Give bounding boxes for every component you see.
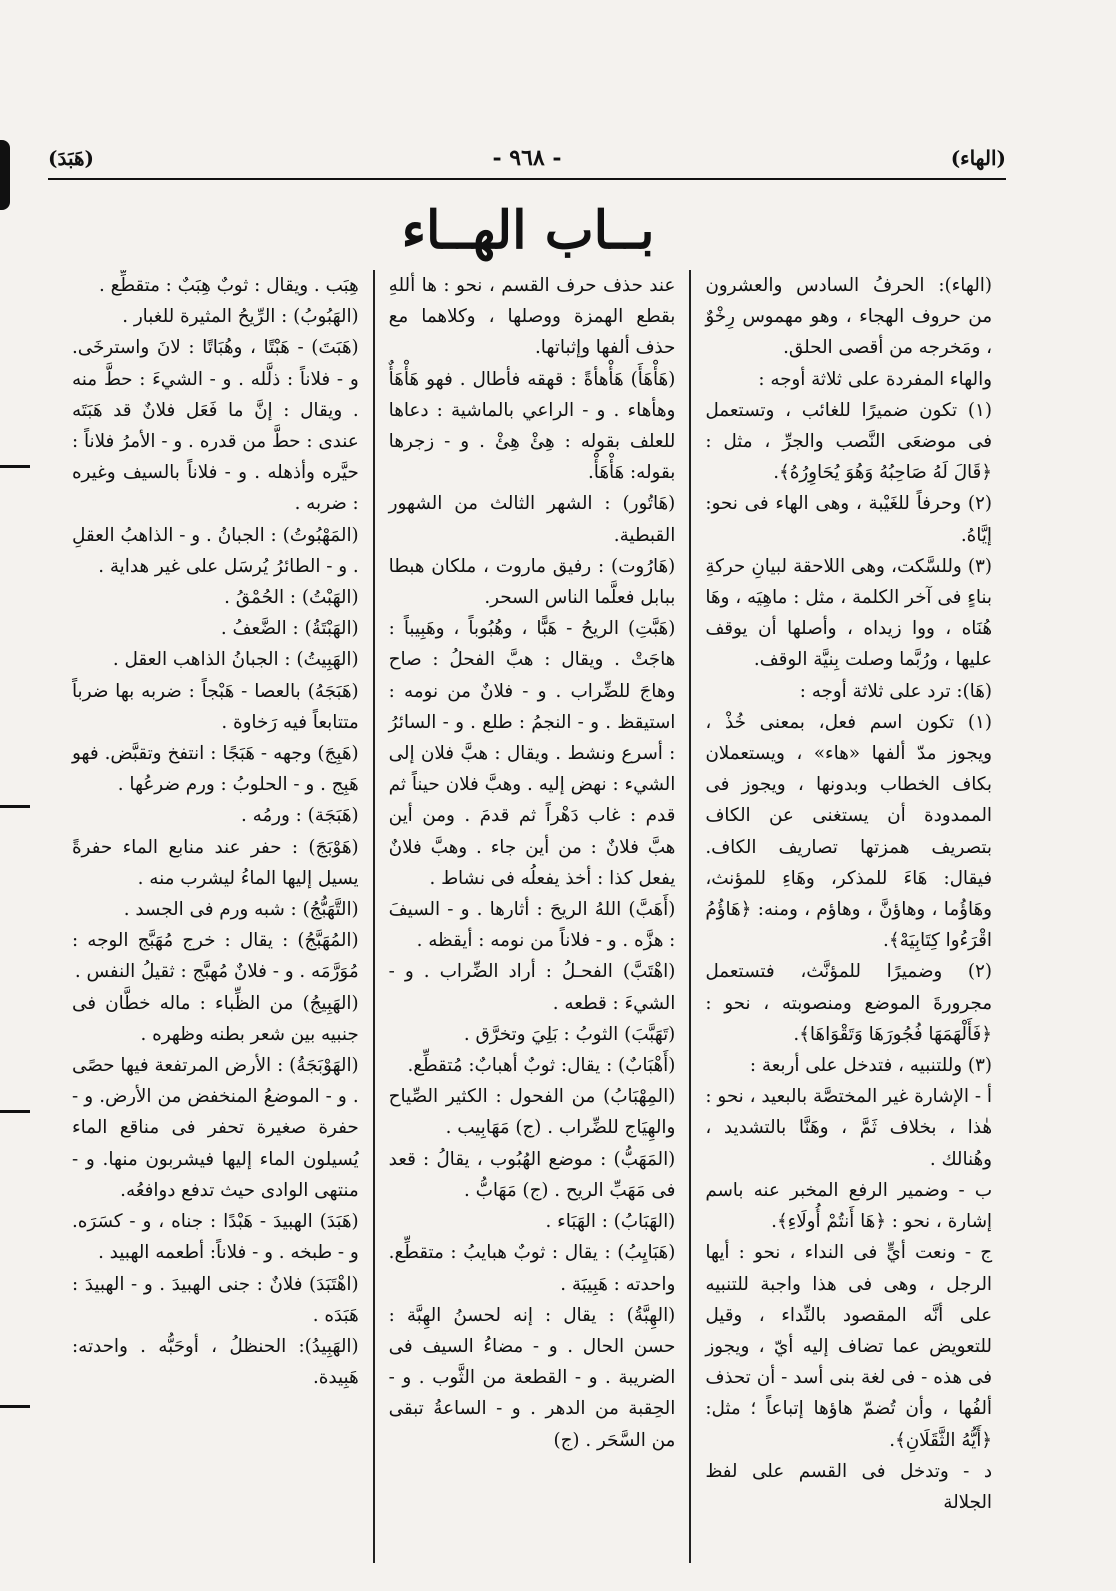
entry-paragraph: د - وتدخل فى القسم على لفظ الجلالة	[705, 1460, 992, 1513]
entry-paragraph: (هَبَتَ) - هَبْتًا ، وهُبَاتًا : لانَ واسترخَى. و - فلاناً : ذلَّله . و - الشيءَ : حطَّ منه . ويقال : إنَّ ما فَعَل فلانٌ قد هَبَتَه عندى : حطَّ من قدره . و - الأمرُ فلاناً : حيَّره وأذهله . و - فلاناً بالسيف وغيره : ضربه .	[71, 337, 359, 515]
entry-paragraph: (الهَبِيدُ): الحنظلُ ، أوحَبُّه . واحدته: هَبِيدة.	[71, 1335, 359, 1389]
margin-mark	[0, 1405, 30, 1408]
chapter-title: بــاب الهــاء	[401, 200, 655, 261]
entry-paragraph: أ - الإشارة غير المختصَّة بالبعيد ، نحو : هٰذا ، بخلاف ثَمَّ ، وهَنَّا بالتشديد ، وهُنالك .	[705, 1086, 992, 1170]
entry-paragraph: (الهَبِيجُ) من الظِّباء : ماله خطَّان فى جنبيه بين شعر بطنه وظهره .	[71, 992, 359, 1045]
running-header	[48, 138, 1006, 178]
entry-paragraph: (٢) وحرفاً للغَيْبة ، وهى الهاء فى نحو: إيَّاهُ.	[705, 493, 992, 546]
header-section: (الهاء)	[950, 146, 1006, 170]
entry-paragraph: (هَبِجَ) وجهه - هَبَجًا : انتفخ وتقبَّض. فهو هَبِج . و - الحلوبُ : ورم ضرعُها .	[71, 743, 359, 796]
entry-paragraph: (التَّهَبُّجُ) : شبه ورم فى الجسد .	[123, 899, 359, 921]
entry-paragraph: (الهَوْبَجَةُ) : الأرض المرتفعة فيها حصًى . و - الموضعُ المنخفض من الأرض. و - حفرة صغيرة تحفر فى مناقع الماء يُسيلون الماء إليها فيشربون منها. و - منتهى الوادى حيث تدفع دوافعُه.	[71, 1055, 359, 1201]
entry-paragraph: ج - ونعت أيٍّ فى النداء ، نحو : أيها الرجل ، وهى فى هذا واجبة للتنبيه على أنَّه المقصود بالنِّداء ، وقيل للتعويض عما تضاف إليه أيّ ، ويجوز فى هذه - فى لغة بنى أسد - أن تحذف ألفُها ، وأن تُضمّ هاؤها إتباعاً ؛ مثل: ﴿أَيُّهُ الثَّقَلَانِ﴾.	[705, 1242, 992, 1451]
entry-paragraph: (المَهْبُوتُ) : الجبانُ . و - الذاهبُ العقلِ . و - الطائرُ يُرسَل على غير هداية .	[71, 524, 359, 577]
header-entry: (هَبَدَ)	[48, 146, 95, 170]
entry-paragraph: (الهَبُوبُ) : الرِّيحُ المثيرة للغبار .	[122, 306, 359, 328]
entry-paragraph: (الهَبْتُ) : الحُمْقُ .	[224, 587, 359, 609]
entry-paragraph: (٣) وللسَّكت، وهى اللاحقة لبيانِ حركةِ بناءٍ فى آخر الكلمة ، مثل : ماهِيَه ، وهَا هُنَاه ، ووا زيداه ، وأصلها أن يوقف عليها ، ورُبَّما وصلت بِنيَّة الوقف.	[705, 555, 992, 671]
column-middle	[375, 270, 692, 1563]
entry-paragraph: والهاء المفردة على ثلاثة أوجه :	[758, 368, 992, 390]
entry-paragraph: (٣) وللتنبيه ، فتدخل على أربعة :	[749, 1055, 992, 1077]
entry-paragraph: هِبَب . ويقال : ثوبٌ هِبَبٌ : متقطِّع .	[98, 275, 359, 296]
header-rule	[48, 178, 1006, 180]
entry-paragraph: (هَا): ترد على ثلاثة أوجه :	[799, 680, 992, 702]
entry-paragraph: (هَبَجَهُ) بالعصا - هَبْجاً : ضربه بها ضرباً متتابعاً فيه رَخاوة .	[71, 680, 359, 733]
margin-mark	[0, 1110, 30, 1113]
entry-paragraph: (٢) وضميرًا للمؤنَّث، فتستعمل مجرورةَ الموضع ومنصوبته ، نحو : ﴿فَأَلْهَمَهَا فُجُورَهَا وَتَقْوَاهَا﴾.	[705, 961, 992, 1045]
entry-paragraph: (الهَبْتَةُ) : الضَّعفُ .	[220, 618, 359, 640]
text-columns	[58, 270, 1006, 1563]
entry-paragraph: عند حذف حرف القسم ، نحو : ها أللهِ بقطع الهمزة ووصلها ، وكلاهما مع حذف ألفها وإثباتها.	[388, 275, 676, 359]
entry-paragraph: (أَهْبَابٌ) : يقال: ثوبٌ أهبابٌ: مُتقطِّع.	[407, 1055, 676, 1077]
column-left	[58, 270, 375, 1563]
page-number: - ٩٦٨ -	[492, 145, 562, 171]
entry-paragraph: (هَارُوت) : رفيق ماروت ، ملكان هبطا ببابل فعلَّما الناس السحر.	[388, 555, 676, 609]
entry-paragraph: (المُهَبَّجُ) : يقال : خرج مُهَبَّج الوجه : مُوَرَّمَه . و - فلانٌ مُهبَّج : ثقيلُ النفس .	[71, 930, 359, 983]
column-right	[691, 270, 1006, 1563]
entry-paragraph: (الهِبَّةُ) : يقال : إنه لحسنُ الهِبَّة : حسن الحال . و - مضاءُ السيف فى الضريبة . و - القطعة من الثَّوب . و - الحِقبة من الدهر . و - الساعةُ تبقى من السَّحَر . (ج)	[388, 1304, 676, 1451]
entry-paragraph: (هَبَدَ) الهبيدَ - هَبْدًا : جناه ، و - كسَرَه. و - طبخه . و - فلاناً: أطعمه الهبيد .	[71, 1211, 359, 1264]
margin-mark	[0, 805, 30, 808]
entry-paragraph: (أَهَبَّ) اللهُ الريحَ : أثارها . و - السيفَ : هزَّه . و - فلاناً من نومه : أيقظه .	[388, 899, 676, 952]
entry-paragraph: ب - وضمير الرفع المخبر عنه باسم إشارة ، نحو : ﴿هَا أَنتُمْ أُولَاءِ﴾.	[705, 1179, 992, 1233]
entry-paragraph: (الهَبِيتُ) : الجبانُ الذاهب العقل .	[112, 649, 359, 671]
entry-paragraph: (هَبَجَة) : ورمُه .	[240, 805, 359, 827]
entry-paragraph: (المِهْبَابُ) من الفحول : الكثير الصِّياح والهِيَاج للضِّراب . (ج) مَهَابِيب .	[388, 1086, 676, 1139]
entry-paragraph: (الهَبَابُ) : الهَبَاء .	[545, 1211, 676, 1233]
entry-paragraph: (اهْتَبَّ) الفحـلُ : أراد الضِّراب . و - الشيءَ : قطعه .	[388, 961, 676, 1014]
entry-paragraph: (تَهَبَّبَ) الثوبُ : بَلِيَ وتخرَّق .	[463, 1023, 676, 1045]
entry-paragraph: (اهْتَبَدَ) فلانٌ : جنى الهبيدَ . و - الهبيدَ : هَبَدَه .	[71, 1273, 359, 1326]
entry-paragraph: (هَأْهَأَ) هَأْهأةً : قهقه فأطال . فهو هَأْهَأٌ وهأهاء . و - الراعي بالماشية : دعاها للعلف بقوله : هِئْ هِئْ . و - زجرها بقوله: هَأْهَأْ.	[388, 368, 676, 484]
entry-paragraph: (المَهَبُّ) : موضع الهُبُوب ، يقالُ : قعد فى مَهَبِّ الريح . (ج) مَهَابُّ .	[388, 1148, 676, 1201]
entry-paragraph: (١) تكون ضميرًا للغائب ، وتستعمل فى موضعَى النَّصب والجرِّ ، مثل : ﴿قَالَ لَهُ صَاحِبُهُ وَهُوَ يُحَاوِرُهُ﴾.	[705, 399, 992, 484]
entry-paragraph: (هَبَّتِ) الريحُ - هَبًّا ، وهُبُوباً ، وهَبِيباً : هاجَتْ . ويقال : هبَّ الفحلُ : صاح وهاجَ للضِّراب . و - فلانٌ من نومه : استيقظ . و - النجمُ : طلع . و - السائرُ : أسرع ونشط . ويقال : هبَّ فلان إلى الشيء : نهض إليه . وهبَّ فلان حيناً ثم قدم : غاب دَهْراً ثم قدمَ . ومن أين هبَّ فلانٌ : من أين جاء . وهبَّ فلانٌ يفعل كذا : أخذ يفعلُه فى نشاط .	[388, 618, 676, 889]
margin-mark	[0, 465, 30, 468]
entry-paragraph: (هَاتُور) : الشهر الثالث من الشهور القبطية.	[388, 493, 676, 546]
entry-paragraph: (هَوْبَجَ) : حفر عند منابع الماء حفرةً يسيل إليها الماءُ ليشرب منه .	[71, 836, 359, 889]
entry-paragraph: (هَبَايِبُ) : يقال : ثوبٌ هبايبُ : متقطِّع. واحدته : هَبِيبَة .	[388, 1242, 676, 1295]
entry-paragraph: (١) تكون اسم فعل، بمعنى خُذْ ، ويجوز مدّ ألفها «هاء» ، ويستعملان بكاف الخطاب وبدونها ، ويجوز فى الممدودة أن يستغنى عن الكاف بتصريف همزتها تصاريف الكاف. فيقال: هَاءَ للمذكر، وهَاءِ للمؤنث، وهَاؤُما ، وهاؤنَّ ، وهاؤم ، ومنه: ﴿هَاؤُمُ اقْرَءُوا كِتَابِيَهْ﴾.	[705, 711, 992, 952]
entry-paragraph: (الهاء): الحرفُ السادس والعشرون من حروف الهجاء ، وهو مهموس رِخْوٌ ، ومَخرجه من أقصى الحلق.	[705, 275, 992, 359]
